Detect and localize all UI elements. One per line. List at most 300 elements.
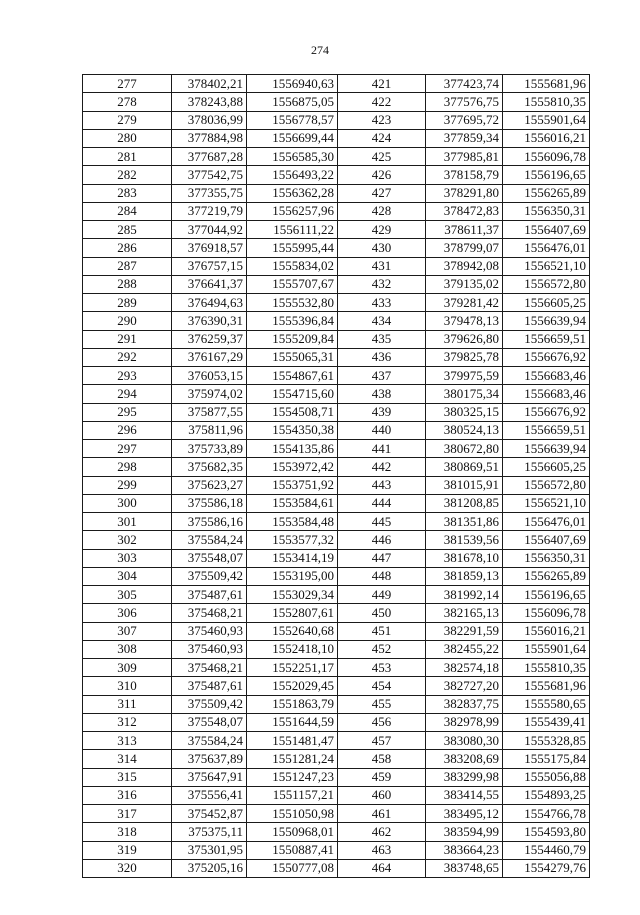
x-coordinate-left-cell: 375509,42 [172,695,247,713]
point-number-left-cell: 280 [83,129,172,147]
table-row [83,312,590,330]
x-coordinate-right-cell: 377695,72 [426,111,503,129]
y-coordinate-left-cell: 1553751,92 [247,476,338,494]
y-coordinate-right-cell: 1556639,94 [503,312,590,330]
x-coordinate-right-cell: 381351,86 [426,513,503,531]
x-coordinate-left-cell: 376259,37 [172,330,247,348]
y-coordinate-left-cell: 1556111,22 [247,221,338,239]
x-coordinate-left-cell: 375301,95 [172,841,247,859]
y-coordinate-left-cell: 1556493,22 [247,166,338,184]
y-coordinate-left-cell: 1556362,28 [247,184,338,202]
x-coordinate-left-cell: 375452,87 [172,805,247,823]
point-number-left-cell: 289 [83,294,172,312]
point-number-right-cell: 433 [338,294,426,312]
x-coordinate-right-cell: 380869,51 [426,458,503,476]
y-coordinate-left-cell: 1551050,98 [247,805,338,823]
x-coordinate-left-cell: 375647,91 [172,768,247,786]
x-coordinate-right-cell: 378158,79 [426,166,503,184]
point-number-left-cell: 293 [83,367,172,385]
x-coordinate-right-cell: 383495,12 [426,805,503,823]
table-row [83,640,590,658]
x-coordinate-right-cell: 381992,14 [426,586,503,604]
point-number-left-cell: 279 [83,111,172,129]
point-number-left-cell: 302 [83,531,172,549]
point-number-right-cell: 443 [338,476,426,494]
y-coordinate-left-cell: 1556585,30 [247,148,338,166]
point-number-left-cell: 294 [83,385,172,403]
point-number-left-cell: 287 [83,257,172,275]
point-number-left-cell: 315 [83,768,172,786]
x-coordinate-right-cell: 382291,59 [426,622,503,640]
x-coordinate-right-cell: 378942,08 [426,257,503,275]
x-coordinate-right-cell: 380325,15 [426,403,503,421]
table-row [83,768,590,786]
x-coordinate-right-cell: 379478,13 [426,312,503,330]
point-number-right-cell: 438 [338,385,426,403]
x-coordinate-right-cell: 379626,80 [426,330,503,348]
point-number-left-cell: 296 [83,421,172,439]
x-coordinate-left-cell: 375637,89 [172,750,247,768]
point-number-right-cell: 423 [338,111,426,129]
x-coordinate-left-cell: 375487,61 [172,677,247,695]
x-coordinate-right-cell: 383748,65 [426,859,503,877]
table-row [83,823,590,841]
x-coordinate-left-cell: 376053,15 [172,367,247,385]
table-row [83,859,590,877]
y-coordinate-left-cell: 1551157,21 [247,786,338,804]
x-coordinate-left-cell: 377884,98 [172,129,247,147]
point-number-right-cell: 462 [338,823,426,841]
table-row [83,713,590,731]
x-coordinate-left-cell: 375509,42 [172,567,247,585]
x-coordinate-right-cell: 377423,74 [426,75,503,93]
table-row [83,531,590,549]
table-row [83,166,590,184]
y-coordinate-right-cell: 1555681,96 [503,75,590,93]
point-number-right-cell: 461 [338,805,426,823]
table-row [83,239,590,257]
x-coordinate-right-cell: 383594,99 [426,823,503,841]
x-coordinate-right-cell: 383414,55 [426,786,503,804]
x-coordinate-left-cell: 375623,27 [172,476,247,494]
y-coordinate-left-cell: 1553584,61 [247,494,338,512]
point-number-left-cell: 286 [83,239,172,257]
x-coordinate-left-cell: 375811,96 [172,421,247,439]
y-coordinate-right-cell: 1554593,80 [503,823,590,841]
y-coordinate-left-cell: 1552640,68 [247,622,338,640]
coordinates-table [82,74,590,878]
point-number-left-cell: 290 [83,312,172,330]
point-number-right-cell: 439 [338,403,426,421]
x-coordinate-right-cell: 380524,13 [426,421,503,439]
y-coordinate-left-cell: 1553972,42 [247,458,338,476]
y-coordinate-right-cell: 1556605,25 [503,458,590,476]
y-coordinate-left-cell: 1555065,31 [247,348,338,366]
y-coordinate-left-cell: 1551247,23 [247,768,338,786]
point-number-left-cell: 312 [83,713,172,731]
y-coordinate-left-cell: 1554508,71 [247,403,338,421]
table-row [83,786,590,804]
x-coordinate-left-cell: 378402,21 [172,75,247,93]
y-coordinate-right-cell: 1556683,46 [503,367,590,385]
point-number-right-cell: 464 [338,859,426,877]
point-number-right-cell: 447 [338,549,426,567]
y-coordinate-left-cell: 1556699,44 [247,129,338,147]
point-number-left-cell: 282 [83,166,172,184]
table-row [83,567,590,585]
point-number-left-cell: 319 [83,841,172,859]
x-coordinate-left-cell: 375733,89 [172,440,247,458]
y-coordinate-right-cell: 1556676,92 [503,403,590,421]
point-number-left-cell: 304 [83,567,172,585]
y-coordinate-left-cell: 1555707,67 [247,275,338,293]
point-number-right-cell: 428 [338,202,426,220]
x-coordinate-left-cell: 376494,63 [172,294,247,312]
x-coordinate-left-cell: 375586,16 [172,513,247,531]
point-number-left-cell: 298 [83,458,172,476]
point-number-right-cell: 453 [338,659,426,677]
y-coordinate-right-cell: 1556196,65 [503,586,590,604]
table-row [83,586,590,604]
x-coordinate-left-cell: 376641,37 [172,275,247,293]
y-coordinate-left-cell: 1552029,45 [247,677,338,695]
x-coordinate-left-cell: 377219,79 [172,202,247,220]
y-coordinate-left-cell: 1551281,24 [247,750,338,768]
table-row [83,841,590,859]
y-coordinate-right-cell: 1555580,65 [503,695,590,713]
x-coordinate-right-cell: 379281,42 [426,294,503,312]
y-coordinate-right-cell: 1555681,96 [503,677,590,695]
x-coordinate-left-cell: 375556,41 [172,786,247,804]
point-number-right-cell: 432 [338,275,426,293]
x-coordinate-left-cell: 375468,21 [172,604,247,622]
x-coordinate-left-cell: 375468,21 [172,659,247,677]
y-coordinate-right-cell: 1555810,35 [503,659,590,677]
point-number-left-cell: 291 [83,330,172,348]
table-row [83,93,590,111]
point-number-right-cell: 425 [338,148,426,166]
table-row [83,184,590,202]
point-number-right-cell: 457 [338,732,426,750]
point-number-right-cell: 430 [338,239,426,257]
y-coordinate-left-cell: 1554350,38 [247,421,338,439]
x-coordinate-right-cell: 381015,91 [426,476,503,494]
x-coordinate-right-cell: 379135,02 [426,275,503,293]
table-row [83,677,590,695]
point-number-right-cell: 422 [338,93,426,111]
y-coordinate-right-cell: 1556265,89 [503,184,590,202]
table-row [83,695,590,713]
y-coordinate-right-cell: 1554460,79 [503,841,590,859]
point-number-right-cell: 437 [338,367,426,385]
x-coordinate-left-cell: 375548,07 [172,713,247,731]
point-number-left-cell: 295 [83,403,172,421]
x-coordinate-left-cell: 376918,57 [172,239,247,257]
x-coordinate-right-cell: 382574,18 [426,659,503,677]
y-coordinate-right-cell: 1556605,25 [503,294,590,312]
y-coordinate-left-cell: 1550887,41 [247,841,338,859]
point-number-left-cell: 320 [83,859,172,877]
table-row [83,275,590,293]
x-coordinate-right-cell: 377576,75 [426,93,503,111]
point-number-right-cell: 452 [338,640,426,658]
table-row [83,403,590,421]
point-number-right-cell: 458 [338,750,426,768]
y-coordinate-left-cell: 1550777,08 [247,859,338,877]
y-coordinate-left-cell: 1551481,47 [247,732,338,750]
x-coordinate-right-cell: 383299,98 [426,768,503,786]
x-coordinate-left-cell: 376390,31 [172,312,247,330]
point-number-left-cell: 292 [83,348,172,366]
y-coordinate-right-cell: 1556350,31 [503,549,590,567]
y-coordinate-right-cell: 1554766,78 [503,805,590,823]
point-number-left-cell: 301 [83,513,172,531]
y-coordinate-right-cell: 1556196,65 [503,166,590,184]
point-number-right-cell: 442 [338,458,426,476]
point-number-left-cell: 306 [83,604,172,622]
x-coordinate-left-cell: 375375,11 [172,823,247,841]
point-number-right-cell: 456 [338,713,426,731]
point-number-left-cell: 308 [83,640,172,658]
table-row [83,129,590,147]
point-number-right-cell: 444 [338,494,426,512]
point-number-right-cell: 460 [338,786,426,804]
y-coordinate-left-cell: 1553577,32 [247,531,338,549]
point-number-right-cell: 446 [338,531,426,549]
x-coordinate-right-cell: 378472,83 [426,202,503,220]
table-row [83,458,590,476]
x-coordinate-right-cell: 380175,34 [426,385,503,403]
point-number-left-cell: 288 [83,275,172,293]
y-coordinate-left-cell: 1555532,80 [247,294,338,312]
x-coordinate-left-cell: 377687,28 [172,148,247,166]
y-coordinate-left-cell: 1551644,59 [247,713,338,731]
point-number-left-cell: 314 [83,750,172,768]
table-row [83,622,590,640]
x-coordinate-right-cell: 378799,07 [426,239,503,257]
x-coordinate-left-cell: 375460,93 [172,622,247,640]
x-coordinate-right-cell: 378291,80 [426,184,503,202]
point-number-left-cell: 300 [83,494,172,512]
y-coordinate-right-cell: 1556659,51 [503,421,590,439]
x-coordinate-left-cell: 378243,88 [172,93,247,111]
table-row [83,732,590,750]
y-coordinate-right-cell: 1555901,64 [503,111,590,129]
y-coordinate-right-cell: 1556476,01 [503,513,590,531]
x-coordinate-right-cell: 383080,30 [426,732,503,750]
y-coordinate-right-cell: 1556659,51 [503,330,590,348]
table-row [83,75,590,93]
y-coordinate-left-cell: 1556875,05 [247,93,338,111]
point-number-right-cell: 436 [338,348,426,366]
point-number-right-cell: 427 [338,184,426,202]
point-number-left-cell: 310 [83,677,172,695]
table-row [83,221,590,239]
y-coordinate-left-cell: 1553029,34 [247,586,338,604]
point-number-right-cell: 424 [338,129,426,147]
y-coordinate-left-cell: 1556257,96 [247,202,338,220]
point-number-left-cell: 277 [83,75,172,93]
y-coordinate-left-cell: 1554715,60 [247,385,338,403]
table-row [83,750,590,768]
y-coordinate-left-cell: 1552251,17 [247,659,338,677]
x-coordinate-left-cell: 378036,99 [172,111,247,129]
page-number: 274 [311,43,329,57]
point-number-right-cell: 448 [338,567,426,585]
table-row [83,257,590,275]
y-coordinate-right-cell: 1555810,35 [503,93,590,111]
x-coordinate-left-cell: 375877,55 [172,403,247,421]
point-number-left-cell: 317 [83,805,172,823]
x-coordinate-right-cell: 381539,56 [426,531,503,549]
point-number-left-cell: 303 [83,549,172,567]
point-number-left-cell: 281 [83,148,172,166]
y-coordinate-right-cell: 1556265,89 [503,567,590,585]
y-coordinate-right-cell: 1556096,78 [503,148,590,166]
point-number-right-cell: 455 [338,695,426,713]
point-number-left-cell: 297 [83,440,172,458]
point-number-right-cell: 459 [338,768,426,786]
table-row [83,604,590,622]
y-coordinate-right-cell: 1554893,25 [503,786,590,804]
point-number-left-cell: 283 [83,184,172,202]
x-coordinate-left-cell: 375205,16 [172,859,247,877]
y-coordinate-left-cell: 1551863,79 [247,695,338,713]
x-coordinate-right-cell: 378611,37 [426,221,503,239]
point-number-right-cell: 440 [338,421,426,439]
point-number-right-cell: 441 [338,440,426,458]
point-number-right-cell: 463 [338,841,426,859]
x-coordinate-left-cell: 375682,35 [172,458,247,476]
y-coordinate-right-cell: 1556407,69 [503,221,590,239]
point-number-right-cell: 454 [338,677,426,695]
x-coordinate-right-cell: 377985,81 [426,148,503,166]
table-row [83,805,590,823]
y-coordinate-right-cell: 1556016,21 [503,622,590,640]
x-coordinate-right-cell: 381208,85 [426,494,503,512]
point-number-left-cell: 299 [83,476,172,494]
x-coordinate-right-cell: 382727,20 [426,677,503,695]
y-coordinate-right-cell: 1556639,94 [503,440,590,458]
x-coordinate-right-cell: 377859,34 [426,129,503,147]
point-number-right-cell: 449 [338,586,426,604]
point-number-right-cell: 431 [338,257,426,275]
point-number-right-cell: 450 [338,604,426,622]
y-coordinate-left-cell: 1555995,44 [247,239,338,257]
y-coordinate-right-cell: 1556572,80 [503,476,590,494]
table-row [83,148,590,166]
table-row [83,513,590,531]
x-coordinate-right-cell: 379975,59 [426,367,503,385]
y-coordinate-right-cell: 1556350,31 [503,202,590,220]
y-coordinate-left-cell: 1553414,19 [247,549,338,567]
y-coordinate-left-cell: 1550968,01 [247,823,338,841]
point-number-left-cell: 307 [83,622,172,640]
table-row [83,111,590,129]
y-coordinate-right-cell: 1555328,85 [503,732,590,750]
y-coordinate-left-cell: 1554135,86 [247,440,338,458]
y-coordinate-left-cell: 1555396,84 [247,312,338,330]
point-number-right-cell: 451 [338,622,426,640]
y-coordinate-right-cell: 1556683,46 [503,385,590,403]
point-number-right-cell: 435 [338,330,426,348]
coordinates-table-body [83,75,590,878]
table-row [83,367,590,385]
x-coordinate-right-cell: 379825,78 [426,348,503,366]
x-coordinate-left-cell: 375584,24 [172,531,247,549]
y-coordinate-right-cell: 1556096,78 [503,604,590,622]
x-coordinate-right-cell: 381859,13 [426,567,503,585]
x-coordinate-left-cell: 375487,61 [172,586,247,604]
y-coordinate-left-cell: 1555209,84 [247,330,338,348]
y-coordinate-left-cell: 1553584,48 [247,513,338,531]
y-coordinate-right-cell: 1556676,92 [503,348,590,366]
x-coordinate-left-cell: 376167,29 [172,348,247,366]
x-coordinate-right-cell: 382165,13 [426,604,503,622]
point-number-left-cell: 311 [83,695,172,713]
y-coordinate-left-cell: 1552807,61 [247,604,338,622]
point-number-left-cell: 313 [83,732,172,750]
y-coordinate-left-cell: 1552418,10 [247,640,338,658]
table-row [83,385,590,403]
x-coordinate-left-cell: 375460,93 [172,640,247,658]
x-coordinate-right-cell: 382978,99 [426,713,503,731]
y-coordinate-right-cell: 1555439,41 [503,713,590,731]
x-coordinate-left-cell: 376757,15 [172,257,247,275]
x-coordinate-left-cell: 377044,92 [172,221,247,239]
point-number-right-cell: 434 [338,312,426,330]
point-number-right-cell: 445 [338,513,426,531]
table-row [83,476,590,494]
x-coordinate-left-cell: 375974,02 [172,385,247,403]
x-coordinate-left-cell: 377542,75 [172,166,247,184]
y-coordinate-right-cell: 1556521,10 [503,494,590,512]
y-coordinate-right-cell: 1555175,84 [503,750,590,768]
x-coordinate-left-cell: 377355,75 [172,184,247,202]
x-coordinate-right-cell: 382455,22 [426,640,503,658]
point-number-left-cell: 284 [83,202,172,220]
y-coordinate-right-cell: 1556521,10 [503,257,590,275]
x-coordinate-right-cell: 383664,23 [426,841,503,859]
table-row [83,202,590,220]
point-number-left-cell: 278 [83,93,172,111]
x-coordinate-left-cell: 375548,07 [172,549,247,567]
table-row [83,421,590,439]
point-number-right-cell: 421 [338,75,426,93]
x-coordinate-left-cell: 375584,24 [172,732,247,750]
y-coordinate-left-cell: 1556778,57 [247,111,338,129]
point-number-left-cell: 318 [83,823,172,841]
table-row [83,348,590,366]
table-row [83,330,590,348]
y-coordinate-right-cell: 1556016,21 [503,129,590,147]
x-coordinate-right-cell: 382837,75 [426,695,503,713]
x-coordinate-right-cell: 381678,10 [426,549,503,567]
point-number-left-cell: 309 [83,659,172,677]
y-coordinate-right-cell: 1556407,69 [503,531,590,549]
y-coordinate-left-cell: 1556940,63 [247,75,338,93]
table-row [83,494,590,512]
point-number-left-cell: 305 [83,586,172,604]
y-coordinate-right-cell: 1555056,88 [503,768,590,786]
y-coordinate-right-cell: 1555901,64 [503,640,590,658]
y-coordinate-left-cell: 1553195,00 [247,567,338,585]
y-coordinate-right-cell: 1556572,80 [503,275,590,293]
y-coordinate-left-cell: 1555834,02 [247,257,338,275]
y-coordinate-right-cell: 1554279,76 [503,859,590,877]
table-row [83,659,590,677]
point-number-left-cell: 316 [83,786,172,804]
